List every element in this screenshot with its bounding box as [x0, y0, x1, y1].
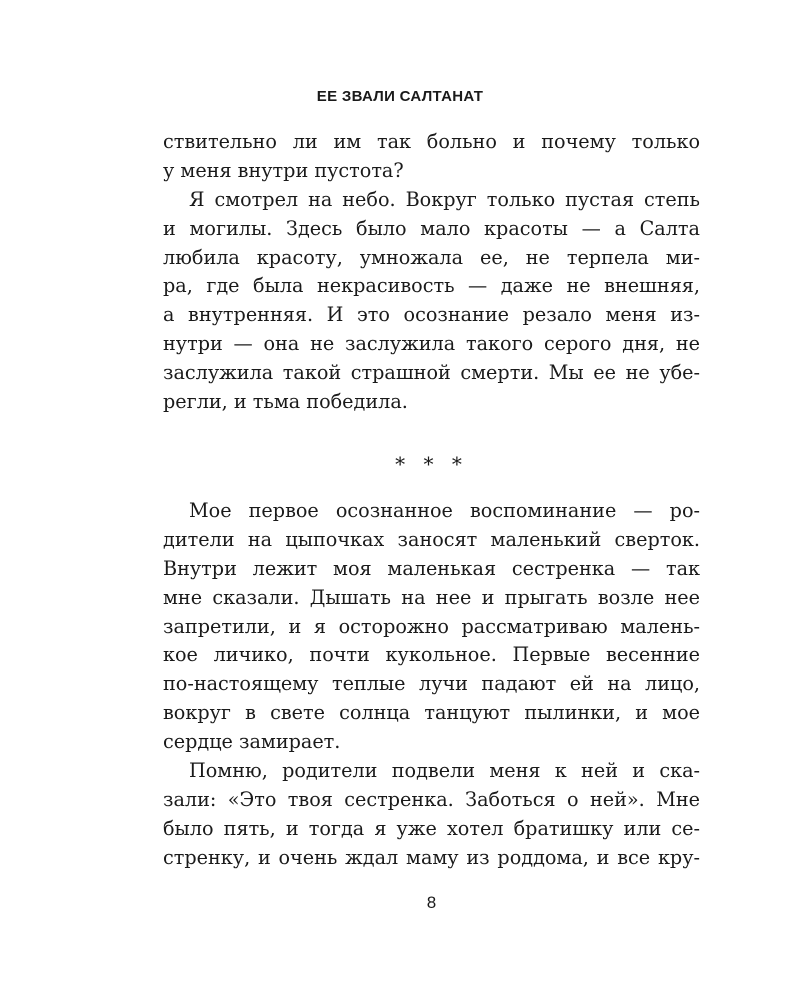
text-line: Помню, родители подвели меня к ней и ска-	[189, 759, 700, 783]
text-line: вокруг в свете солнца танцуют пылинки, и мое	[163, 701, 700, 725]
text-line: кое личико, почти кукольное. Первые весенние	[163, 643, 700, 667]
text-line: сердце замирает.	[163, 730, 341, 754]
text-line: Я смотрел на небо. Вокруг только пустая степь	[189, 187, 700, 211]
text-line: а внутренняя. И это осознание резало меня из-	[163, 303, 700, 327]
page-number: 8	[426, 893, 437, 912]
text-line: нутри — она не заслужила такого серого дня, не	[163, 332, 700, 356]
text-block-memory	[163, 497, 700, 873]
text-line: по-настоящему теплые лучи падают ей на лицо,	[163, 672, 700, 696]
text-line: ствительно ли им так больно и почему только	[163, 130, 700, 153]
running-head-title: ЕЕ ЗВАЛИ САЛТАНАТ	[316, 88, 484, 105]
text-line: дители на цыпочках заносят маленький сверток.	[163, 527, 700, 551]
text-line: Мое первое осознанное воспоминание — ро-	[189, 499, 700, 522]
text-line: заслужила такой страшной смерти. Мы ее не убе-	[163, 361, 700, 385]
text-line: стренку, и очень ждал маму из роддома, и все кру-	[163, 845, 700, 869]
text-line: Внутри лежит моя маленькая сестренка — так	[163, 556, 700, 580]
text-line: ра, где была некрасивость — даже не внешняя,	[163, 274, 700, 298]
text-line: мне сказали. Дышать на нее и прыгать возле нее	[163, 585, 700, 609]
text-line: регли, и тьма победила.	[163, 390, 408, 414]
text-line: было пять, и тогда я уже хотел братишку или се-	[163, 816, 700, 840]
text-block-closing	[163, 128, 700, 417]
text-line: запретили, и я осторожно рассматриваю малень-	[163, 614, 700, 638]
text-line: у меня внутри пустота?	[163, 158, 404, 182]
text-line: любила красоту, умножала ее, не терпела ми-	[163, 245, 700, 269]
section-separator: * * *	[395, 452, 468, 476]
text-line: и могилы. Здесь было мало красоты — а Салта	[163, 216, 700, 240]
text-line: зали: «Это твоя сестренка. Заботься о ней». Мне	[163, 787, 700, 811]
